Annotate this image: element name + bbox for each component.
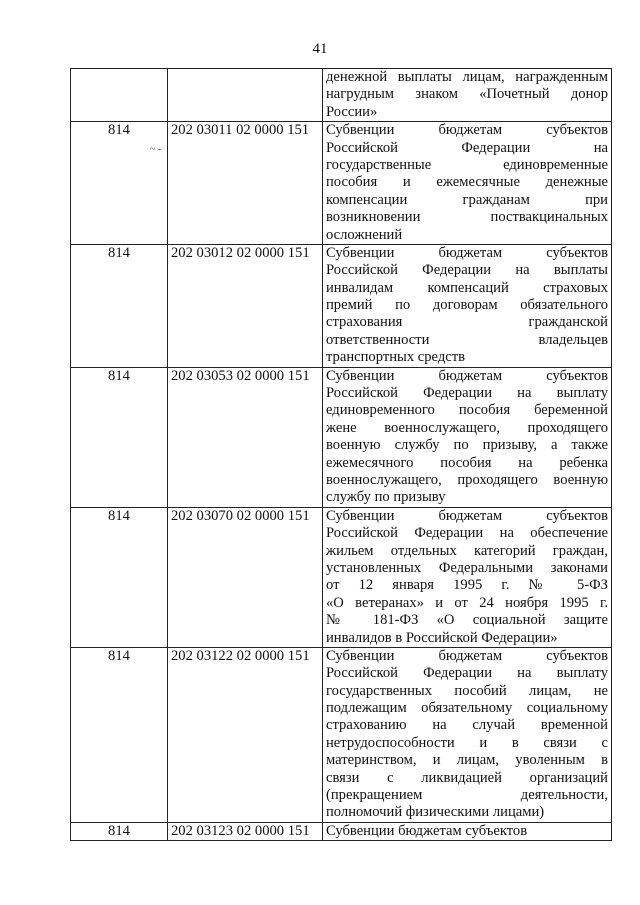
description-line: № 181-ФЗ «О социальной защите: [326, 612, 608, 629]
description-line: (прекращением деятельности,: [326, 787, 608, 804]
description-line: военнослужащего, проходящего военную: [326, 471, 608, 488]
description-line: транспортных средств: [326, 349, 465, 366]
kbk-code-cell: 202 03070 02 0000 151: [168, 507, 323, 647]
table-body: [71, 69, 612, 841]
table-row: [71, 122, 612, 245]
description-line: «О ветеранах» и от 24 ноября 1995 г.: [326, 594, 608, 611]
description-line: подлежащим обязательному социальному: [326, 700, 608, 717]
admin-code-cell: 814: [71, 647, 168, 822]
description-line: Российской Федерации на: [326, 139, 608, 156]
description-line: страхования гражданской: [326, 314, 608, 331]
description-line: ответственности владельцев: [326, 331, 608, 348]
description-line: денежной выплаты лицам, награжденным: [326, 69, 608, 85]
description-line: Российской Федерации на выплаты: [326, 262, 608, 279]
description-line: полномочий физическими лицами): [326, 804, 545, 821]
kbk-code-cell: [168, 69, 323, 122]
kbk-code-cell: 202 03122 02 0000 151: [168, 647, 323, 822]
description-line: возникновении поствакцинальных: [326, 209, 608, 226]
description-cell: [323, 367, 612, 507]
description-line: осложнений: [326, 226, 403, 243]
description-line: Российской Федерации на обеспечение: [326, 525, 608, 542]
pen-mark: ~ -: [150, 144, 162, 155]
description-line: от 12 января 1995 г. № 5-ФЗ: [326, 577, 608, 594]
description-line: нагрудным знаком «Почетный донор: [326, 86, 608, 103]
description-line: нетрудоспособности и в связи с: [326, 734, 608, 751]
description-line: инвалидам компенсаций страховых: [326, 279, 608, 296]
description-line: службу по призыву: [326, 489, 446, 506]
admin-code-cell: 814: [71, 367, 168, 507]
description-line: государственные единовременные: [326, 156, 608, 173]
description-cell: [323, 647, 612, 822]
description-line: военную службу по призыву, а также: [326, 437, 608, 454]
description-line: Субвенции бюджетам субъектов: [326, 647, 608, 664]
description-line: инвалидов в Российской Федерации»: [326, 629, 558, 646]
table-row: [71, 69, 612, 122]
description-line: компенсации гражданам при: [326, 191, 608, 208]
kbk-code-cell: 202 03011 02 0000 151: [168, 122, 323, 245]
description-line: материнством, и лицам, уволенным в: [326, 752, 608, 769]
table-row: [71, 367, 612, 507]
description-line: жене военнослужащего, проходящего: [326, 419, 608, 436]
description-cell: [323, 507, 612, 647]
description-line: связи с ликвидацией организаций: [326, 769, 608, 786]
description-line: Субвенции бюджетам субъектов: [326, 367, 608, 384]
description-line: Субвенции бюджетам субъектов: [326, 244, 608, 261]
table-row: [71, 244, 612, 367]
page-number: 41: [312, 41, 328, 57]
description-cell: [323, 69, 612, 122]
kbk-code-cell: 202 03123 02 0000 151: [168, 822, 323, 840]
description-line: Российской Федерации на выплату: [326, 385, 608, 402]
description-line: России»: [326, 103, 378, 120]
description-line: Субвенции бюджетам субъектов: [326, 822, 528, 839]
description-line: премий по договорам обязательного: [326, 297, 608, 314]
description-line: жильем отдельных категорий граждан,: [326, 542, 608, 559]
admin-code-cell: 814: [71, 822, 168, 840]
budget-codes-table: [70, 68, 612, 841]
description-line: установленных Федеральными законами: [326, 559, 608, 576]
description-cell: [323, 822, 612, 840]
description-line: Субвенции бюджетам субъектов: [326, 122, 608, 139]
kbk-code-cell: 202 03053 02 0000 151: [168, 367, 323, 507]
description-cell: [323, 244, 612, 367]
table-row: [71, 507, 612, 647]
table-row: [71, 647, 612, 822]
description-line: пособия и ежемесячные денежные: [326, 174, 608, 191]
description-line: Российской Федерации на выплату: [326, 665, 608, 682]
description-line: государственных пособий лицам, не: [326, 682, 608, 699]
description-line: страхованию на случай временной: [326, 717, 608, 734]
admin-code-cell: [71, 69, 168, 122]
description-line: ежемесячного пособия на ребенка: [326, 454, 608, 471]
kbk-code-cell: 202 03012 02 0000 151: [168, 244, 323, 367]
description-line: Субвенции бюджетам субъектов: [326, 507, 608, 524]
description-line: единовременного пособия беременной: [326, 402, 608, 419]
admin-code-cell: 814: [71, 244, 168, 367]
description-cell: [323, 122, 612, 245]
admin-code-cell: 814: [71, 507, 168, 647]
admin-code-cell: 814: [71, 122, 168, 245]
table-row: [71, 822, 612, 840]
